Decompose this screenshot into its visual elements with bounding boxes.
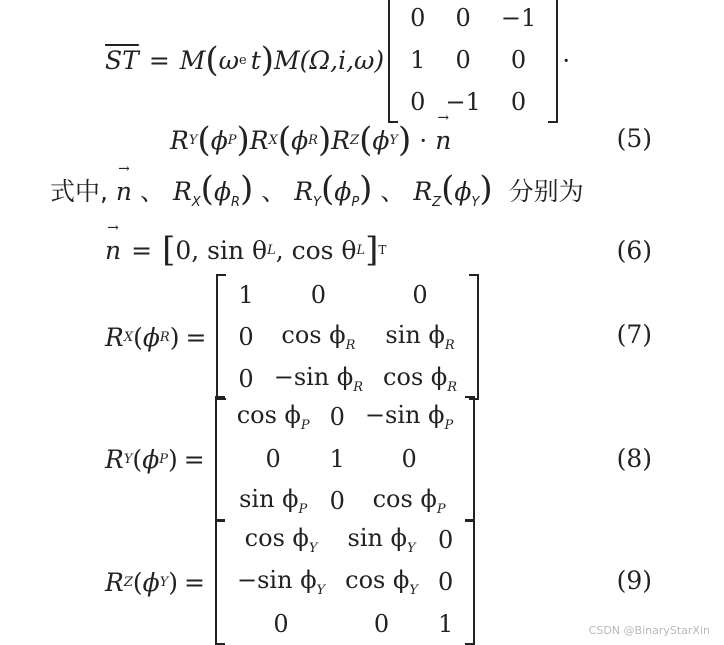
omega-e: ω — [218, 45, 240, 75]
m-term-2-args: (Ω,i,ω) — [299, 45, 385, 75]
matrix-cell: $\cos \phi_R$ — [281, 321, 356, 353]
matrix-cell: 0 — [310, 281, 327, 309]
equation-5-line: R Y ( ϕ P ) R X ( ϕ R ) R Z ( ϕ Y ) · → n — [170, 120, 451, 160]
equation-number: (9) — [616, 566, 652, 595]
equation-7: R X ( ϕ R ) = 1 0 0 0 $\cos \phi_R$ $\sin \phi_R$ 0 −sin $\phi_R$ $\cos \phi_R$ — [105, 282, 483, 392]
matrix-cell: −sin $\phi_P$ — [364, 401, 454, 433]
r-x: R — [249, 125, 269, 155]
trailing-dot: · — [562, 45, 571, 75]
equation-6: → n = [ 0, sin θ L , cos θ L ] T — [105, 228, 386, 272]
equation-number: (7) — [616, 320, 652, 349]
matrix-cell: 0 — [437, 568, 454, 596]
matrix-cell: $\sin \phi_R$ — [385, 321, 455, 353]
matrix-cell: 0 — [238, 365, 254, 393]
m-term-1: M — [179, 45, 206, 75]
matrix-cell: 1 — [238, 281, 254, 309]
rotation-matrix-top — [388, 0, 558, 123]
equation-number: (6) — [616, 236, 652, 265]
matrix-cell: 0 — [455, 46, 471, 74]
r-y: R — [170, 125, 189, 155]
matrix-cell: 0 — [273, 610, 289, 638]
equals-sign: = — [148, 45, 170, 75]
vector-n: → n — [435, 126, 451, 155]
matrix-cell: 0 — [410, 88, 426, 116]
matrix-cell: $\sin \phi_P$ — [239, 485, 308, 517]
matrix-cell: $\cos \phi_Y$ — [345, 566, 418, 598]
rotation-matrix-y — [215, 396, 476, 522]
matrix-cell: 0 — [265, 445, 281, 473]
paragraph-line: 式中, → n 、 $R_X(\phi_R)$ 、 $R_Y(\phi_P)$ 、 $R_Z(\phi_Y)$ 分别为 — [50, 172, 584, 210]
st-vector: $\overline{ST}$ — [105, 45, 139, 75]
matrix-cell: 1 — [437, 610, 454, 638]
matrix-cell: $\cos \phi_R$ — [383, 363, 458, 395]
matrix-cell: 0 — [412, 281, 428, 309]
matrix-cell: $\cos \phi_P$ — [372, 485, 446, 517]
matrix-cell: $\cos \phi_P$ — [236, 401, 310, 433]
matrix-cell: −sin $\phi_R$ — [273, 363, 364, 395]
equation-number: (8) — [616, 444, 652, 473]
matrix-cell: $\sin \phi_Y$ — [347, 524, 416, 556]
matrix-cell: 0 — [510, 46, 527, 74]
rotation-matrix-z — [215, 519, 475, 645]
t-var: t — [250, 45, 261, 75]
paren-open: ( — [205, 40, 219, 80]
r-z: R — [331, 125, 351, 155]
equation-st — [105, 4, 571, 116]
equation-9: R Z ( ϕ Y ) = $\cos \phi_Y$ $\sin \phi_Y$ 0 −sin $\phi_Y$ $\cos \phi_Y$ 0 0 0 1 — [105, 526, 479, 638]
matrix-cell: 1 — [329, 445, 345, 473]
matrix-cell: 0 — [238, 323, 254, 351]
matrix-cell: 0 — [329, 487, 345, 515]
equation-8: R Y ( ϕ P ) = $\cos \phi_P$ 0 −sin $\phi_P$ 0 1 0 $\sin \phi_P$ 0 $\cos \phi_P$ — [105, 404, 479, 514]
matrix-cell: 0 — [329, 403, 345, 431]
matrix-cell: 0 — [455, 4, 471, 32]
matrix-cell: −1 — [445, 88, 481, 116]
omega-e-sub: e — [239, 52, 247, 68]
paren-close: ) — [260, 40, 275, 80]
vector-n-lhs: → n — [105, 236, 121, 265]
matrix-cell: 0 — [410, 4, 426, 32]
m-term-2: M — [274, 45, 300, 75]
matrix-cell: 0 — [437, 526, 454, 554]
matrix-cell: 0 — [510, 88, 527, 116]
equation-number: (5) — [616, 124, 652, 153]
matrix-cell: −sin $\phi_Y$ — [237, 566, 326, 598]
matrix-cell: 0 — [401, 445, 417, 473]
matrix-cell: 1 — [410, 46, 426, 74]
watermark: CSDN @BinaryStarXin — [588, 624, 710, 637]
matrix-cell: $\cos \phi_Y$ — [244, 524, 318, 556]
matrix-cell: −1 — [500, 4, 537, 32]
rotation-matrix-x — [216, 274, 479, 400]
matrix-cell: 0 — [373, 610, 390, 638]
